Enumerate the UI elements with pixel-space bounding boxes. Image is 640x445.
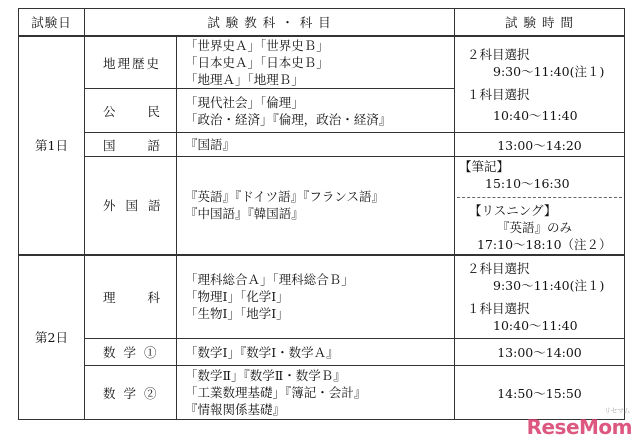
subject-list-japanese: 『国語』 <box>177 133 455 157</box>
time-foreign-language <box>455 157 625 255</box>
list-item: 「政治・経済」『倫理，政治・経済』 <box>185 111 392 127</box>
time-label-written: 【筆記】 <box>459 158 510 174</box>
list-item: 「数学Ⅱ」『数学Ⅱ・数学Ｂ』 <box>185 368 346 383</box>
time-line: ２科目選択 <box>467 46 530 62</box>
time-written: 15:10～16:30 <box>485 175 570 191</box>
time-math2: 14:50～15:50 <box>455 366 625 420</box>
subject-list-foreign-language <box>177 157 455 255</box>
table-header-row <box>19 9 625 37</box>
subject-list-math2 <box>177 366 455 420</box>
day2-label: 第2日 <box>19 255 85 420</box>
watermark-text: ReseMom <box>526 415 632 439</box>
subject-geo-history: 地理歴史 <box>85 36 177 89</box>
time-math1: 13:00～14:00 <box>455 339 625 366</box>
time-social-day1 <box>455 36 625 133</box>
list-item: 『情報関係基礎』 <box>185 402 286 417</box>
time-listening-note: 『英語』のみ <box>497 219 573 235</box>
time-science <box>455 255 625 339</box>
time-listening: 17:10～18:10（注２） <box>477 236 612 252</box>
time-label-listening: 【リスニング】 <box>469 202 557 218</box>
list-item: 「理科総合Ａ」「理科総合Ｂ」 <box>185 272 354 288</box>
dashed-divider <box>457 197 622 198</box>
subject-list-geo-history <box>177 36 455 89</box>
time-line: 9:30～11:40(注１) <box>493 277 605 293</box>
list-item: 「現代社会」「倫理」 <box>185 94 304 110</box>
list-item: 「生物Ⅰ」「地学Ⅰ」 <box>185 306 289 322</box>
subject-math1: 数 学 ① <box>85 339 177 366</box>
list-item: 『英語』『ドイツ語』『フランス語』 <box>185 189 385 205</box>
table-row <box>19 255 625 339</box>
subject-science: 理 科 <box>85 255 177 339</box>
header-day: 試験日 <box>19 9 85 37</box>
subject-civics: 公 民 <box>85 89 177 133</box>
subject-list-math1: 「数学Ⅰ」『数学Ⅰ・数学Ａ』 <box>177 339 455 366</box>
table-row <box>19 133 625 157</box>
time-line: ２科目選択 <box>467 260 530 276</box>
list-item: 「地理Ａ」「地理Ｂ」 <box>185 72 304 87</box>
list-item: 「世界史Ａ」「世界史Ｂ」 <box>185 38 329 53</box>
header-time: 試 験 時 間 <box>455 9 625 37</box>
table-row <box>19 36 625 89</box>
subject-japanese: 国 語 <box>85 133 177 157</box>
table-row <box>19 157 625 255</box>
time-line: １科目選択 <box>467 86 530 102</box>
time-line: 10:40～11:40 <box>493 317 578 333</box>
watermark-sub: リセマム <box>604 407 630 415</box>
table-row <box>19 339 625 366</box>
resemom-watermark-logo <box>526 407 632 439</box>
day1-label: 第1日 <box>19 36 85 255</box>
time-japanese: 13:00～14:20 <box>455 133 625 157</box>
list-item: 『中国語』『韓国語』 <box>185 206 304 222</box>
table-row <box>19 366 625 420</box>
subject-list-civics <box>177 89 455 133</box>
list-item: 「工業数理基礎」『簿記・会計』 <box>185 385 367 400</box>
time-line: １科目選択 <box>467 300 530 316</box>
subject-list-science <box>177 255 455 339</box>
list-item: 「日本史Ａ」「日本史Ｂ」 <box>185 55 329 70</box>
time-line: 10:40～11:40 <box>493 107 578 123</box>
header-subjects: 試 験 教 科 ・ 科 目 <box>85 9 455 37</box>
exam-schedule-table <box>18 8 625 420</box>
list-item: 「物理Ⅰ」「化学Ⅰ」 <box>185 289 289 305</box>
time-line: 9:30～11:40(注１) <box>493 63 605 79</box>
subject-math2: 数 学 ② <box>85 366 177 420</box>
subject-foreign-language: 外 国 語 <box>85 157 177 255</box>
